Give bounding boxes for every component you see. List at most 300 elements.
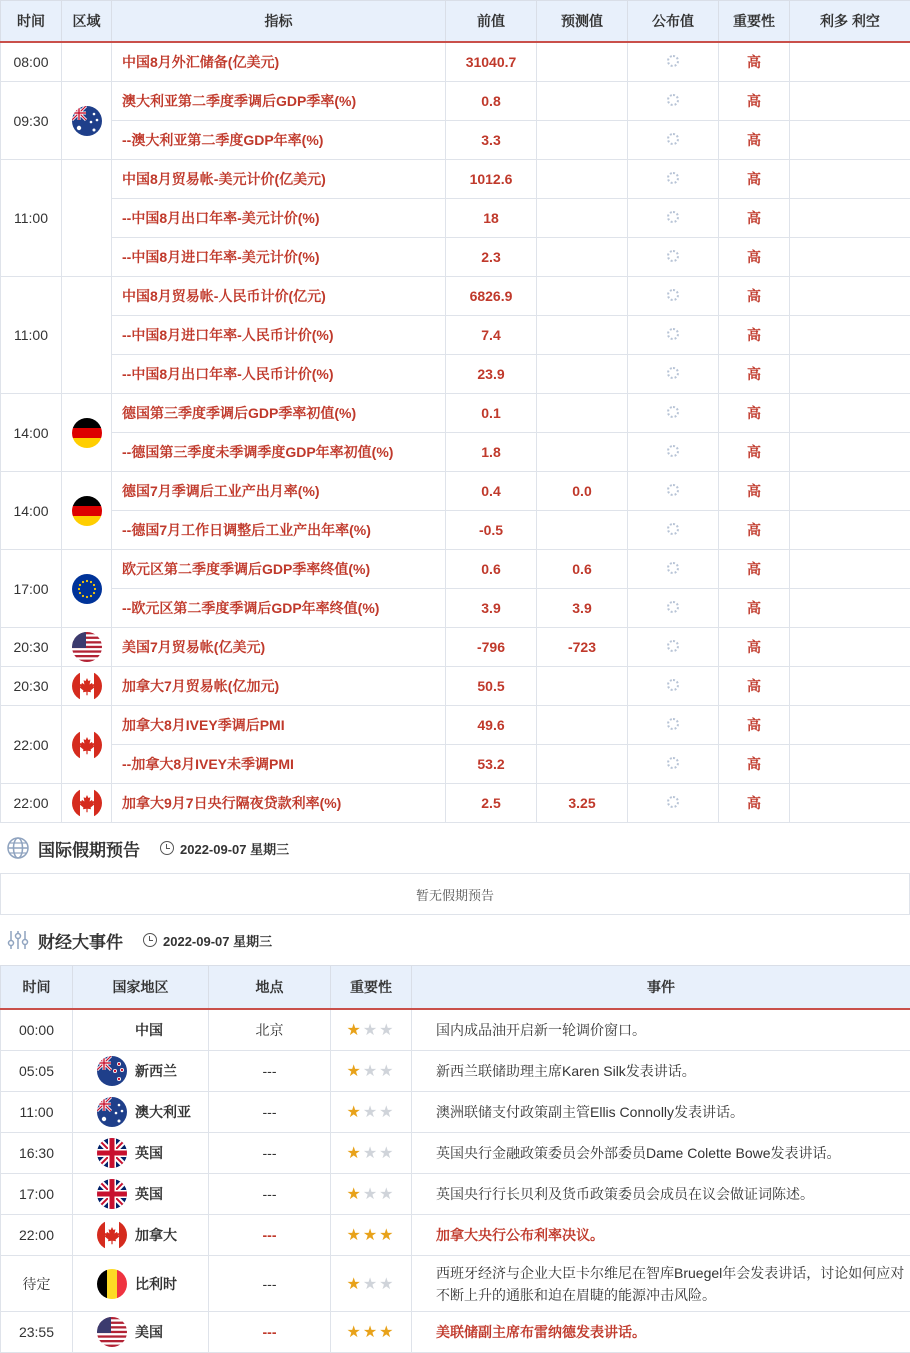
event-importance (331, 1174, 412, 1215)
impact-value (790, 121, 910, 160)
event-country (73, 1133, 209, 1174)
event-text: 国内成品油开启新一轮调价窗口。 (436, 1022, 646, 1038)
loading-spinner-icon (667, 718, 679, 730)
loading-spinner-icon (667, 796, 679, 808)
loading-spinner-icon (667, 55, 679, 67)
loading-spinner-icon (667, 757, 679, 769)
actual-value (628, 355, 719, 394)
star-icon: ★ (379, 1324, 395, 1341)
previous-value: -796 (446, 628, 537, 667)
event-description (412, 1174, 910, 1215)
event-importance (331, 1009, 412, 1051)
calendar-header-row (1, 1, 910, 43)
actual-value (628, 277, 719, 316)
calendar-row (1, 784, 910, 823)
event-location: --- (209, 1312, 331, 1353)
col-actual: 公布值 (628, 1, 719, 43)
star-icon: ★ (379, 1186, 395, 1203)
importance-value: 高 (719, 745, 790, 784)
actual-value (628, 706, 719, 745)
calendar-row (1, 589, 910, 628)
previous-value: -0.5 (446, 511, 537, 550)
actual-value (628, 550, 719, 589)
actual-value (628, 472, 719, 511)
event-location: --- (209, 1133, 331, 1174)
event-text: 澳洲联储支付政策副主管Ellis Connolly发表讲话。 (436, 1104, 744, 1120)
loading-spinner-icon (667, 406, 679, 418)
loading-spinner-icon (667, 289, 679, 301)
calendar-row (1, 82, 910, 121)
col-event: 事件 (412, 966, 910, 1010)
calendar-row (1, 121, 910, 160)
previous-value: 50.5 (446, 667, 537, 706)
event-row (1, 1051, 910, 1092)
event-time: 16:30 (1, 1133, 73, 1174)
forecast-value: 3.9 (537, 589, 628, 628)
previous-value: 1.8 (446, 433, 537, 472)
impact-value (790, 745, 910, 784)
flag-australia-icon (72, 106, 102, 136)
previous-value: 23.9 (446, 355, 537, 394)
importance-value: 高 (719, 121, 790, 160)
star-icon: ★ (346, 1227, 362, 1244)
actual-value (628, 589, 719, 628)
event-location: --- (209, 1051, 331, 1092)
previous-value: 0.1 (446, 394, 537, 433)
previous-value: 53.2 (446, 745, 537, 784)
star-icon: ★ (363, 1227, 379, 1244)
flag-newzealand-icon (97, 1056, 127, 1086)
calendar-row (1, 199, 910, 238)
star-icon: ★ (379, 1022, 395, 1039)
calendar-row (1, 238, 910, 277)
holiday-section-header (0, 823, 910, 873)
event-description (412, 1312, 910, 1353)
actual-value (628, 394, 719, 433)
loading-spinner-icon (667, 484, 679, 496)
star-icon: ★ (379, 1145, 395, 1162)
actual-value (628, 667, 719, 706)
loading-spinner-icon (667, 172, 679, 184)
star-icon: ★ (346, 1145, 362, 1162)
row-region (62, 628, 112, 667)
forecast-value: 3.25 (537, 784, 628, 823)
event-row (1, 1256, 910, 1312)
row-time: 09:30 (1, 82, 62, 160)
indicator-name[interactable]: 加拿大7月贸易帐(亿加元) (112, 667, 446, 706)
row-region (62, 784, 112, 823)
country-name: 加拿大 (135, 1225, 177, 1245)
star-icon: ★ (346, 1104, 362, 1121)
row-region (62, 160, 112, 277)
event-country (73, 1009, 209, 1051)
impact-value (790, 472, 910, 511)
clock-icon (160, 841, 174, 855)
row-time: 14:00 (1, 394, 62, 472)
calendar-row (1, 355, 910, 394)
row-region (62, 394, 112, 472)
event-importance (331, 1133, 412, 1174)
importance-value: 高 (719, 511, 790, 550)
indicator-name[interactable]: 美国7月贸易帐(亿美元) (112, 628, 446, 667)
event-row (1, 1009, 910, 1051)
events-section-header (0, 915, 910, 965)
indicator-name[interactable]: 加拿大8月IVEY季调后PMI (112, 706, 446, 745)
calendar-row (1, 706, 910, 745)
impact-value (790, 82, 910, 121)
star-icon: ★ (379, 1276, 395, 1293)
events-title: 财经大事件 (38, 928, 123, 953)
calendar-row (1, 550, 910, 589)
previous-value: 2.5 (446, 784, 537, 823)
previous-value: 6826.9 (446, 277, 537, 316)
indicator-name[interactable]: --中国8月出口年率-人民币计价(%) (112, 355, 446, 394)
flag-eu-icon (72, 574, 102, 604)
clock-icon (143, 933, 157, 947)
country-name: 比利时 (135, 1274, 177, 1294)
importance-value: 高 (719, 550, 790, 589)
importance-value: 高 (719, 472, 790, 511)
forecast-value (537, 667, 628, 706)
impact-value (790, 589, 910, 628)
indicator-name[interactable]: 中国8月贸易帐-人民币计价(亿元) (112, 277, 446, 316)
calendar-row (1, 433, 910, 472)
impact-value (790, 433, 910, 472)
loading-spinner-icon (667, 445, 679, 457)
importance-value: 高 (719, 42, 790, 82)
indicator-name[interactable]: 欧元区第二季度季调后GDP季率终值(%) (112, 550, 446, 589)
event-importance (331, 1312, 412, 1353)
calendar-row (1, 511, 910, 550)
indicator-name[interactable]: --中国8月出口年率-美元计价(%) (112, 199, 446, 238)
col-importance: 重要性 (719, 1, 790, 43)
row-time: 20:30 (1, 628, 62, 667)
calendar-row (1, 277, 910, 316)
sliders-icon (6, 928, 30, 952)
previous-value: 7.4 (446, 316, 537, 355)
actual-value (628, 628, 719, 667)
holiday-empty-box (0, 873, 910, 915)
events-body (1, 1009, 910, 1353)
indicator-name[interactable]: --欧元区第二季度季调后GDP年率终值(%) (112, 589, 446, 628)
forecast-value (537, 199, 628, 238)
country-name: 英国 (135, 1184, 163, 1204)
country-name: 中国 (135, 1020, 163, 1040)
event-row (1, 1174, 910, 1215)
indicator-name[interactable]: --德国7月工作日调整后工业产出年率(%) (112, 511, 446, 550)
row-time: 22:00 (1, 784, 62, 823)
actual-value (628, 511, 719, 550)
calendar-row (1, 472, 910, 511)
star-icon: ★ (346, 1276, 362, 1293)
events-table (0, 965, 910, 1353)
col-region: 区域 (62, 1, 112, 43)
impact-value (790, 160, 910, 199)
event-location: --- (209, 1215, 331, 1256)
star-icon: ★ (363, 1063, 379, 1080)
previous-value: 3.3 (446, 121, 537, 160)
event-text: 英国央行金融政策委员会外部委员Dame Colette Bowe发表讲话。 (436, 1145, 841, 1161)
row-time: 11:00 (1, 277, 62, 394)
previous-value: 1012.6 (446, 160, 537, 199)
actual-value (628, 82, 719, 121)
previous-value: 0.4 (446, 472, 537, 511)
holiday-date: 2022-09-07 星期三 (180, 839, 289, 858)
forecast-value (537, 706, 628, 745)
impact-value (790, 199, 910, 238)
col-impact: 利多 利空 (790, 1, 910, 43)
country-name: 美国 (135, 1322, 163, 1342)
indicator-name[interactable]: 德国7月季调后工业产出月率(%) (112, 472, 446, 511)
previous-value: 3.9 (446, 589, 537, 628)
star-icon: ★ (346, 1186, 362, 1203)
loading-spinner-icon (667, 523, 679, 535)
event-location: --- (209, 1256, 331, 1312)
importance-value: 高 (719, 784, 790, 823)
event-location: 北京 (209, 1009, 331, 1051)
star-icon: ★ (379, 1227, 395, 1244)
forecast-value (537, 745, 628, 784)
star-icon: ★ (363, 1324, 379, 1341)
star-icon: ★ (379, 1063, 395, 1080)
impact-value (790, 628, 910, 667)
forecast-value: 0.6 (537, 550, 628, 589)
flag-belgium-icon (97, 1269, 127, 1299)
forecast-value (537, 433, 628, 472)
forecast-value (537, 316, 628, 355)
impact-value (790, 355, 910, 394)
row-region (62, 42, 112, 82)
calendar-row (1, 628, 910, 667)
star-icon: ★ (346, 1063, 362, 1080)
impact-value (790, 550, 910, 589)
importance-value: 高 (719, 589, 790, 628)
flag-germany-icon (72, 496, 102, 526)
indicator-name[interactable]: --加拿大8月IVEY未季调PMI (112, 745, 446, 784)
indicator-name[interactable]: 加拿大9月7日央行隔夜贷款利率(%) (112, 784, 446, 823)
event-row (1, 1133, 910, 1174)
flag-canada-icon (72, 671, 102, 701)
col-forecast: 预测值 (537, 1, 628, 43)
importance-value: 高 (719, 433, 790, 472)
event-text: 西班牙经济与企业大臣卡尔维尼在智库Bruegel年会发表讲话，讨论如何应对不断上升的通胀和迫在眉睫的能源冲击风险。 (436, 1262, 910, 1306)
flag-canada-icon (72, 788, 102, 818)
event-importance (331, 1092, 412, 1133)
col-indicator: 指标 (112, 1, 446, 43)
actual-value (628, 238, 719, 277)
event-row (1, 1312, 910, 1353)
country-name: 英国 (135, 1143, 163, 1163)
event-text: 美联储副主席布雷纳德发表讲话。 (436, 1324, 646, 1340)
row-time: 20:30 (1, 667, 62, 706)
event-country (73, 1312, 209, 1353)
col-time: 时间 (1, 1, 62, 43)
event-row (1, 1092, 910, 1133)
importance-value: 高 (719, 238, 790, 277)
col-country: 国家地区 (73, 966, 209, 1010)
star-icon: ★ (346, 1022, 362, 1039)
impact-value (790, 667, 910, 706)
importance-value: 高 (719, 316, 790, 355)
actual-value (628, 42, 719, 82)
event-country (73, 1174, 209, 1215)
indicator-name[interactable]: --澳大利亚第二季度GDP年率(%) (112, 121, 446, 160)
previous-value: 31040.7 (446, 42, 537, 82)
impact-value (790, 238, 910, 277)
indicator-name[interactable]: 德国第三季度季调后GDP季率初值(%) (112, 394, 446, 433)
importance-value: 高 (719, 160, 790, 199)
forecast-value (537, 121, 628, 160)
impact-value (790, 706, 910, 745)
col-time: 时间 (1, 966, 73, 1010)
row-time: 14:00 (1, 472, 62, 550)
row-time: 22:00 (1, 706, 62, 784)
row-time: 17:00 (1, 550, 62, 628)
loading-spinner-icon (667, 328, 679, 340)
loading-spinner-icon (667, 562, 679, 574)
star-icon: ★ (363, 1022, 379, 1039)
importance-value: 高 (719, 277, 790, 316)
col-location: 地点 (209, 966, 331, 1010)
event-text: 英国央行行长贝利及货币政策委员会成员在议会做证词陈述。 (436, 1186, 814, 1202)
event-time: 05:05 (1, 1051, 73, 1092)
row-region (62, 667, 112, 706)
event-time: 11:00 (1, 1092, 73, 1133)
actual-value (628, 433, 719, 472)
indicator-name[interactable]: 中国8月外汇储备(亿美元) (112, 42, 446, 82)
event-location: --- (209, 1174, 331, 1215)
loading-spinner-icon (667, 133, 679, 145)
star-icon: ★ (346, 1324, 362, 1341)
star-icon: ★ (363, 1145, 379, 1162)
forecast-value: -723 (537, 628, 628, 667)
loading-spinner-icon (667, 94, 679, 106)
event-time: 00:00 (1, 1009, 73, 1051)
indicator-name[interactable]: 中国8月贸易帐-美元计价(亿美元) (112, 160, 446, 199)
importance-value: 高 (719, 82, 790, 121)
calendar-row (1, 316, 910, 355)
event-description (412, 1092, 910, 1133)
forecast-value (537, 277, 628, 316)
flag-germany-icon (72, 418, 102, 448)
events-header-row (1, 966, 910, 1010)
forecast-value: 0.0 (537, 472, 628, 511)
event-text: 加拿大央行公布利率决议。 (436, 1227, 604, 1243)
indicator-name[interactable]: --德国第三季度未季调季度GDP年率初值(%) (112, 433, 446, 472)
globe-icon (6, 836, 30, 860)
event-time: 23:55 (1, 1312, 73, 1353)
actual-value (628, 160, 719, 199)
previous-value: 0.8 (446, 82, 537, 121)
calendar-row (1, 42, 910, 82)
actual-value (628, 199, 719, 238)
event-country (73, 1215, 209, 1256)
forecast-value (537, 82, 628, 121)
row-region (62, 472, 112, 550)
event-importance (331, 1256, 412, 1312)
event-text: 新西兰联储助理主席Karen Silk发表讲话。 (436, 1063, 696, 1079)
event-country (73, 1092, 209, 1133)
previous-value: 2.3 (446, 238, 537, 277)
impact-value (790, 316, 910, 355)
actual-value (628, 121, 719, 160)
events-date: 2022-09-07 星期三 (163, 931, 272, 950)
flag-australia-icon (97, 1097, 127, 1127)
impact-value (790, 277, 910, 316)
impact-value (790, 784, 910, 823)
country-name: 澳大利亚 (135, 1102, 191, 1122)
col-previous: 前值 (446, 1, 537, 43)
flag-uk-icon (97, 1138, 127, 1168)
star-icon: ★ (379, 1104, 395, 1121)
loading-spinner-icon (667, 211, 679, 223)
impact-value (790, 394, 910, 433)
flag-canada-icon (72, 730, 102, 760)
actual-value (628, 316, 719, 355)
calendar-row (1, 160, 910, 199)
row-time: 08:00 (1, 42, 62, 82)
col-importance: 重要性 (331, 966, 412, 1010)
indicator-name[interactable]: 澳大利亚第二季度季调后GDP季率(%) (112, 82, 446, 121)
star-icon: ★ (363, 1104, 379, 1121)
holiday-empty-text: 暂无假期预告 (416, 885, 494, 904)
forecast-value (537, 238, 628, 277)
event-time: 17:00 (1, 1174, 73, 1215)
importance-value: 高 (719, 706, 790, 745)
row-time: 11:00 (1, 160, 62, 277)
event-importance (331, 1215, 412, 1256)
event-country (73, 1051, 209, 1092)
calendar-row (1, 394, 910, 433)
importance-value: 高 (719, 667, 790, 706)
event-description (412, 1009, 910, 1051)
flag-usa-icon (72, 632, 102, 662)
actual-value (628, 784, 719, 823)
previous-value: 18 (446, 199, 537, 238)
forecast-value (537, 394, 628, 433)
importance-value: 高 (719, 355, 790, 394)
forecast-value (537, 511, 628, 550)
importance-value: 高 (719, 628, 790, 667)
forecast-value (537, 160, 628, 199)
loading-spinner-icon (667, 640, 679, 652)
event-row (1, 1215, 910, 1256)
previous-value: 49.6 (446, 706, 537, 745)
event-importance (331, 1051, 412, 1092)
event-description (412, 1215, 910, 1256)
importance-value: 高 (719, 199, 790, 238)
importance-value: 高 (719, 394, 790, 433)
indicator-name[interactable]: --中国8月进口年率-人民币计价(%) (112, 316, 446, 355)
calendar-body (1, 42, 910, 823)
impact-value (790, 511, 910, 550)
row-region (62, 277, 112, 394)
flag-uk-icon (97, 1179, 127, 1209)
impact-value (790, 42, 910, 82)
indicator-name[interactable]: --中国8月进口年率-美元计价(%) (112, 238, 446, 277)
event-country (73, 1256, 209, 1312)
flag-usa-icon (97, 1317, 127, 1347)
country-name: 新西兰 (135, 1061, 177, 1081)
star-icon: ★ (363, 1186, 379, 1203)
event-description (412, 1133, 910, 1174)
event-description (412, 1051, 910, 1092)
row-region (62, 550, 112, 628)
actual-value (628, 745, 719, 784)
loading-spinner-icon (667, 367, 679, 379)
holiday-title: 国际假期预告 (38, 836, 140, 861)
loading-spinner-icon (667, 250, 679, 262)
